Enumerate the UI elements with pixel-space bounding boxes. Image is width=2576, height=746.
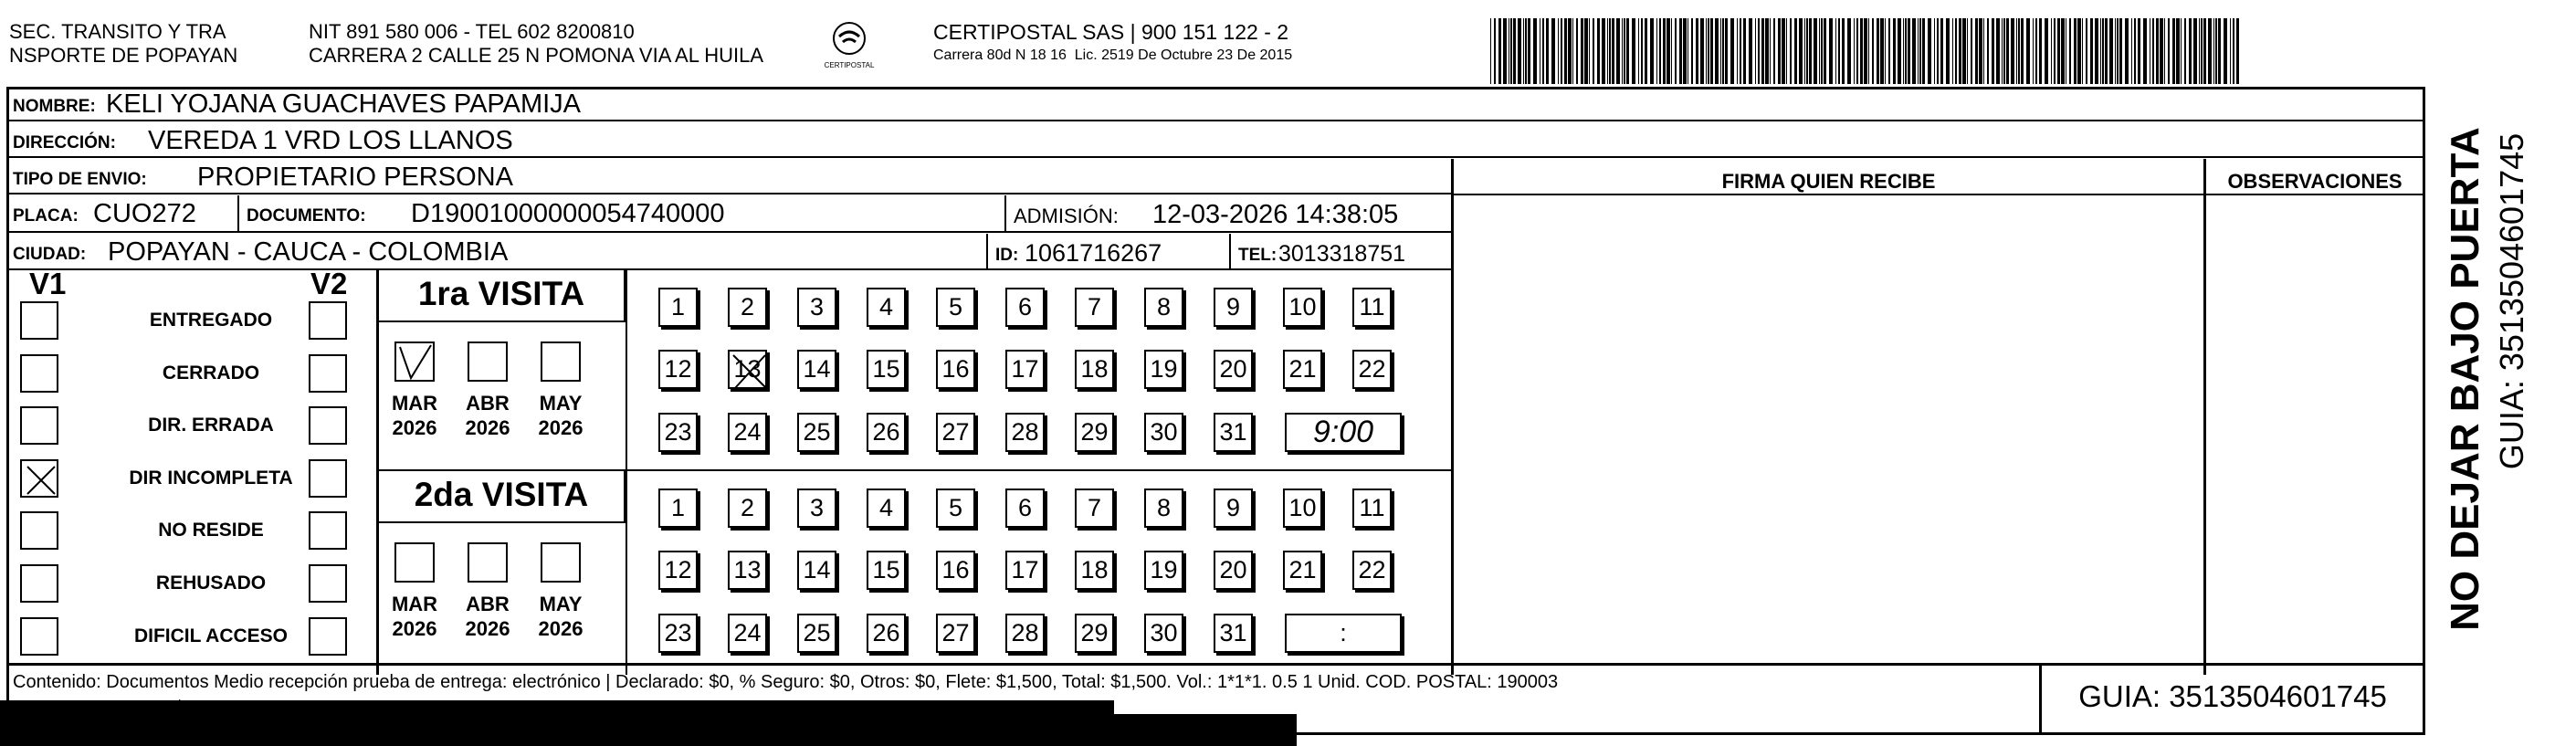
v2-checkbox[interactable] (309, 459, 347, 498)
month-checkbox[interactable] (394, 542, 435, 583)
status-label: CERRADO (162, 362, 260, 384)
company-address: Carrera 80d N 18 16 Lic. 2519 De Octubre 23 De 2015 (933, 47, 1293, 63)
day-box[interactable]: 2 (728, 489, 767, 528)
sender-line-2: NSPORTE DE POPAYAN (9, 44, 238, 67)
day-box[interactable]: 1 (658, 489, 698, 528)
day-box[interactable]: 19 (1144, 551, 1183, 590)
day-box[interactable]: 30 (1144, 614, 1183, 653)
day-box[interactable]: 2 (728, 288, 767, 327)
direccion-value: VEREDA 1 VRD LOS LLANOS (148, 126, 513, 155)
month-checkbox[interactable] (541, 542, 581, 583)
status-label: DIFICIL ACCESO (133, 625, 288, 646)
nombre-row: NOMBRE: KELI YOJANA GUACHAVES PAPAMIJA (9, 88, 2423, 121)
day-box[interactable]: 29 (1075, 614, 1114, 653)
day-box[interactable]: 27 (936, 413, 975, 452)
day-box[interactable]: 31 (1214, 614, 1253, 653)
footer-line (9, 663, 2423, 666)
day-box[interactable]: 7 (1075, 489, 1114, 528)
month-checkbox[interactable] (468, 542, 508, 583)
day-box[interactable]: 8 (1144, 489, 1183, 528)
day-box[interactable]: 4 (867, 489, 906, 528)
day-box[interactable]: 10 (1283, 489, 1322, 528)
company-line: CERTIPOSTAL SAS | 900 151 122 - 2 (933, 20, 1289, 44)
visit-time-box[interactable]: 9:00 (1285, 413, 1402, 452)
v2-checkbox[interactable] (309, 617, 347, 656)
day-box[interactable]: 23 (658, 413, 698, 452)
day-box[interactable]: 29 (1075, 413, 1114, 452)
tipo-value: PROPIETARIO PERSONA (197, 163, 513, 192)
placa-row: PLACA: CUO272 DOCUMENTO: D19001000000054740000 ADMISIÓN: 12-03-2026 14:38:05 (9, 195, 1452, 233)
scan-shadow (0, 700, 1114, 746)
day-box[interactable]: 21 (1283, 350, 1322, 389)
barcode (1490, 18, 2239, 84)
v2-checkbox[interactable] (309, 406, 347, 445)
day-box[interactable]: 25 (797, 413, 836, 452)
v1-checkbox[interactable] (20, 511, 58, 550)
day-box[interactable]: 15 (867, 350, 906, 389)
day-box[interactable]: 17 (1005, 350, 1045, 389)
v1-checkbox[interactable] (20, 564, 58, 603)
day-box[interactable]: 15 (867, 551, 906, 590)
visit-time-box[interactable]: : (1285, 614, 1402, 653)
certipostal-logo (817, 18, 881, 73)
status-label: ENTREGADO (149, 310, 273, 331)
id-value: 1061716267 (1025, 239, 1162, 267)
month-checkbox[interactable] (468, 341, 508, 382)
v2-label: V2 (310, 267, 348, 300)
day-box[interactable]: 22 (1352, 350, 1392, 389)
day-box[interactable]: 25 (797, 614, 836, 653)
day-box[interactable]: 11 (1352, 489, 1392, 528)
day-box[interactable]: 6 (1005, 489, 1045, 528)
month-label: MAY 2026 (538, 392, 584, 439)
v1-checkbox[interactable] (20, 354, 58, 393)
tel-value: 3013318751 (1278, 241, 1406, 267)
day-box[interactable]: 12 (658, 350, 698, 389)
v1-checkbox[interactable] (20, 406, 58, 445)
status-label: DIR INCOMPLETA (129, 468, 293, 489)
day-box[interactable]: 20 (1214, 350, 1253, 389)
day-box[interactable]: 20 (1214, 551, 1253, 590)
v1-checkbox[interactable] (20, 459, 58, 498)
visit-2-title: 2da VISITA (379, 471, 626, 523)
day-box[interactable]: 3 (797, 489, 836, 528)
divider-signature (1451, 159, 1454, 675)
status-label: REHUSADO (155, 573, 267, 594)
tipo-row: TIPO DE ENVIO: PROPIETARIO PERSONA (9, 159, 1452, 194)
admision-value: 12-03-2026 14:38:05 (1152, 200, 1399, 229)
day-box[interactable]: 23 (658, 614, 698, 653)
day-box[interactable]: 11 (1352, 288, 1392, 327)
day-box[interactable]: 27 (936, 614, 975, 653)
day-box[interactable]: 4 (867, 288, 906, 327)
day-box[interactable]: 16 (936, 350, 975, 389)
day-box[interactable]: 18 (1075, 350, 1114, 389)
day-box[interactable]: 16 (936, 551, 975, 590)
day-box[interactable]: 30 (1144, 413, 1183, 452)
day-box[interactable]: 26 (867, 614, 906, 653)
v1-checkbox[interactable] (20, 301, 58, 340)
day-box[interactable]: 21 (1283, 551, 1322, 590)
signature-header-line (1451, 194, 2424, 195)
status-label: NO RESIDE (158, 520, 264, 541)
day-box[interactable]: 14 (797, 551, 836, 590)
day-box[interactable]: 9 (1214, 489, 1253, 528)
nombre-value: KELI YOJANA GUACHAVES PAPAMIJA (106, 89, 582, 119)
no-dejar-bajo-puerta: NO DEJAR BAJO PUERTA (2443, 127, 2487, 631)
day-box[interactable]: 9 (1214, 288, 1253, 327)
day-box[interactable]: 28 (1005, 614, 1045, 653)
v2-checkbox[interactable] (309, 564, 347, 603)
side-guia: GUIA: 3513504601745 (2493, 132, 2530, 470)
observaciones-label: OBSERVACIONES (2227, 170, 2403, 193)
address-line: CARRERA 2 CALLE 25 N POMONA VIA AL HUILA (309, 44, 764, 67)
month-label: ABR 2026 (465, 593, 510, 640)
day-box[interactable]: 28 (1005, 413, 1045, 452)
day-box[interactable]: 22 (1352, 551, 1392, 590)
svg-text:CERTIPOSTAL: CERTIPOSTAL (824, 61, 875, 69)
day-box[interactable]: 14 (797, 350, 836, 389)
day-box[interactable]: 24 (728, 413, 767, 452)
footer-guia: GUIA: 3513504601745 (2078, 679, 2387, 713)
day-box[interactable]: 7 (1075, 288, 1114, 327)
day-box[interactable]: 19 (1144, 350, 1183, 389)
v1-checkbox[interactable] (20, 617, 58, 656)
day-box[interactable]: 26 (867, 413, 906, 452)
month-label: MAR 2026 (391, 392, 438, 439)
day-box[interactable]: 5 (936, 288, 975, 327)
day-box[interactable]: 3 (797, 288, 836, 327)
day-box[interactable]: 17 (1005, 551, 1045, 590)
day-box[interactable]: 18 (1075, 551, 1114, 590)
ciudad-row: CIUDAD: POPAYAN - CAUCA - COLOMBIA ID: 1061716267 TEL: 3013318751 (9, 234, 1452, 270)
month-checkbox[interactable] (541, 341, 581, 382)
visit-1-title: 1ra VISITA (379, 270, 626, 322)
v2-checkbox[interactable] (309, 354, 347, 393)
day-box[interactable]: 31 (1214, 413, 1253, 452)
contenido-text: Contenido: Documentos Medio recepción prueba de entrega: electrónico | Declarado: $0, % Seguro: $0, Otros: $0, Flete: $1,500, Total: $1,500. Vol.: 1*1*1. 0.5 1 Unid. COD. POSTAL: 190003 (13, 672, 1559, 692)
day-box[interactable]: 1 (658, 288, 698, 327)
day-box[interactable]: 8 (1144, 288, 1183, 327)
direccion-row: DIRECCIÓN: VEREDA 1 VRD LOS LLANOS (9, 122, 2423, 158)
day-box[interactable]: 6 (1005, 288, 1045, 327)
day-box[interactable]: 13 (728, 350, 767, 389)
day-box[interactable]: 24 (728, 614, 767, 653)
month-label: MAY 2026 (538, 593, 584, 640)
documento-value: D19001000000054740000 (411, 199, 725, 228)
v1-label: V1 (29, 267, 67, 300)
nit-line: NIT 891 580 006 - TEL 602 8200810 (309, 20, 635, 43)
month-label: ABR 2026 (465, 392, 510, 439)
day-box[interactable]: 13 (728, 551, 767, 590)
day-box[interactable]: 12 (658, 551, 698, 590)
status-label: DIR. ERRADA (148, 415, 274, 436)
v2-checkbox[interactable] (309, 511, 347, 550)
sender-line-1: SEC. TRANSITO Y TRA (9, 20, 226, 43)
ciudad-value: POPAYAN - CAUCA - COLOMBIA (108, 237, 509, 267)
month-checkbox[interactable] (394, 341, 435, 382)
firma-label: FIRMA QUIEN RECIBE (1721, 170, 1936, 193)
placa-value: CUO272 (93, 199, 196, 228)
day-box[interactable]: 10 (1283, 288, 1322, 327)
day-box[interactable]: 5 (936, 489, 975, 528)
divider-observations (2203, 159, 2206, 675)
v2-checkbox[interactable] (309, 301, 347, 340)
month-label: MAR 2026 (391, 593, 438, 640)
